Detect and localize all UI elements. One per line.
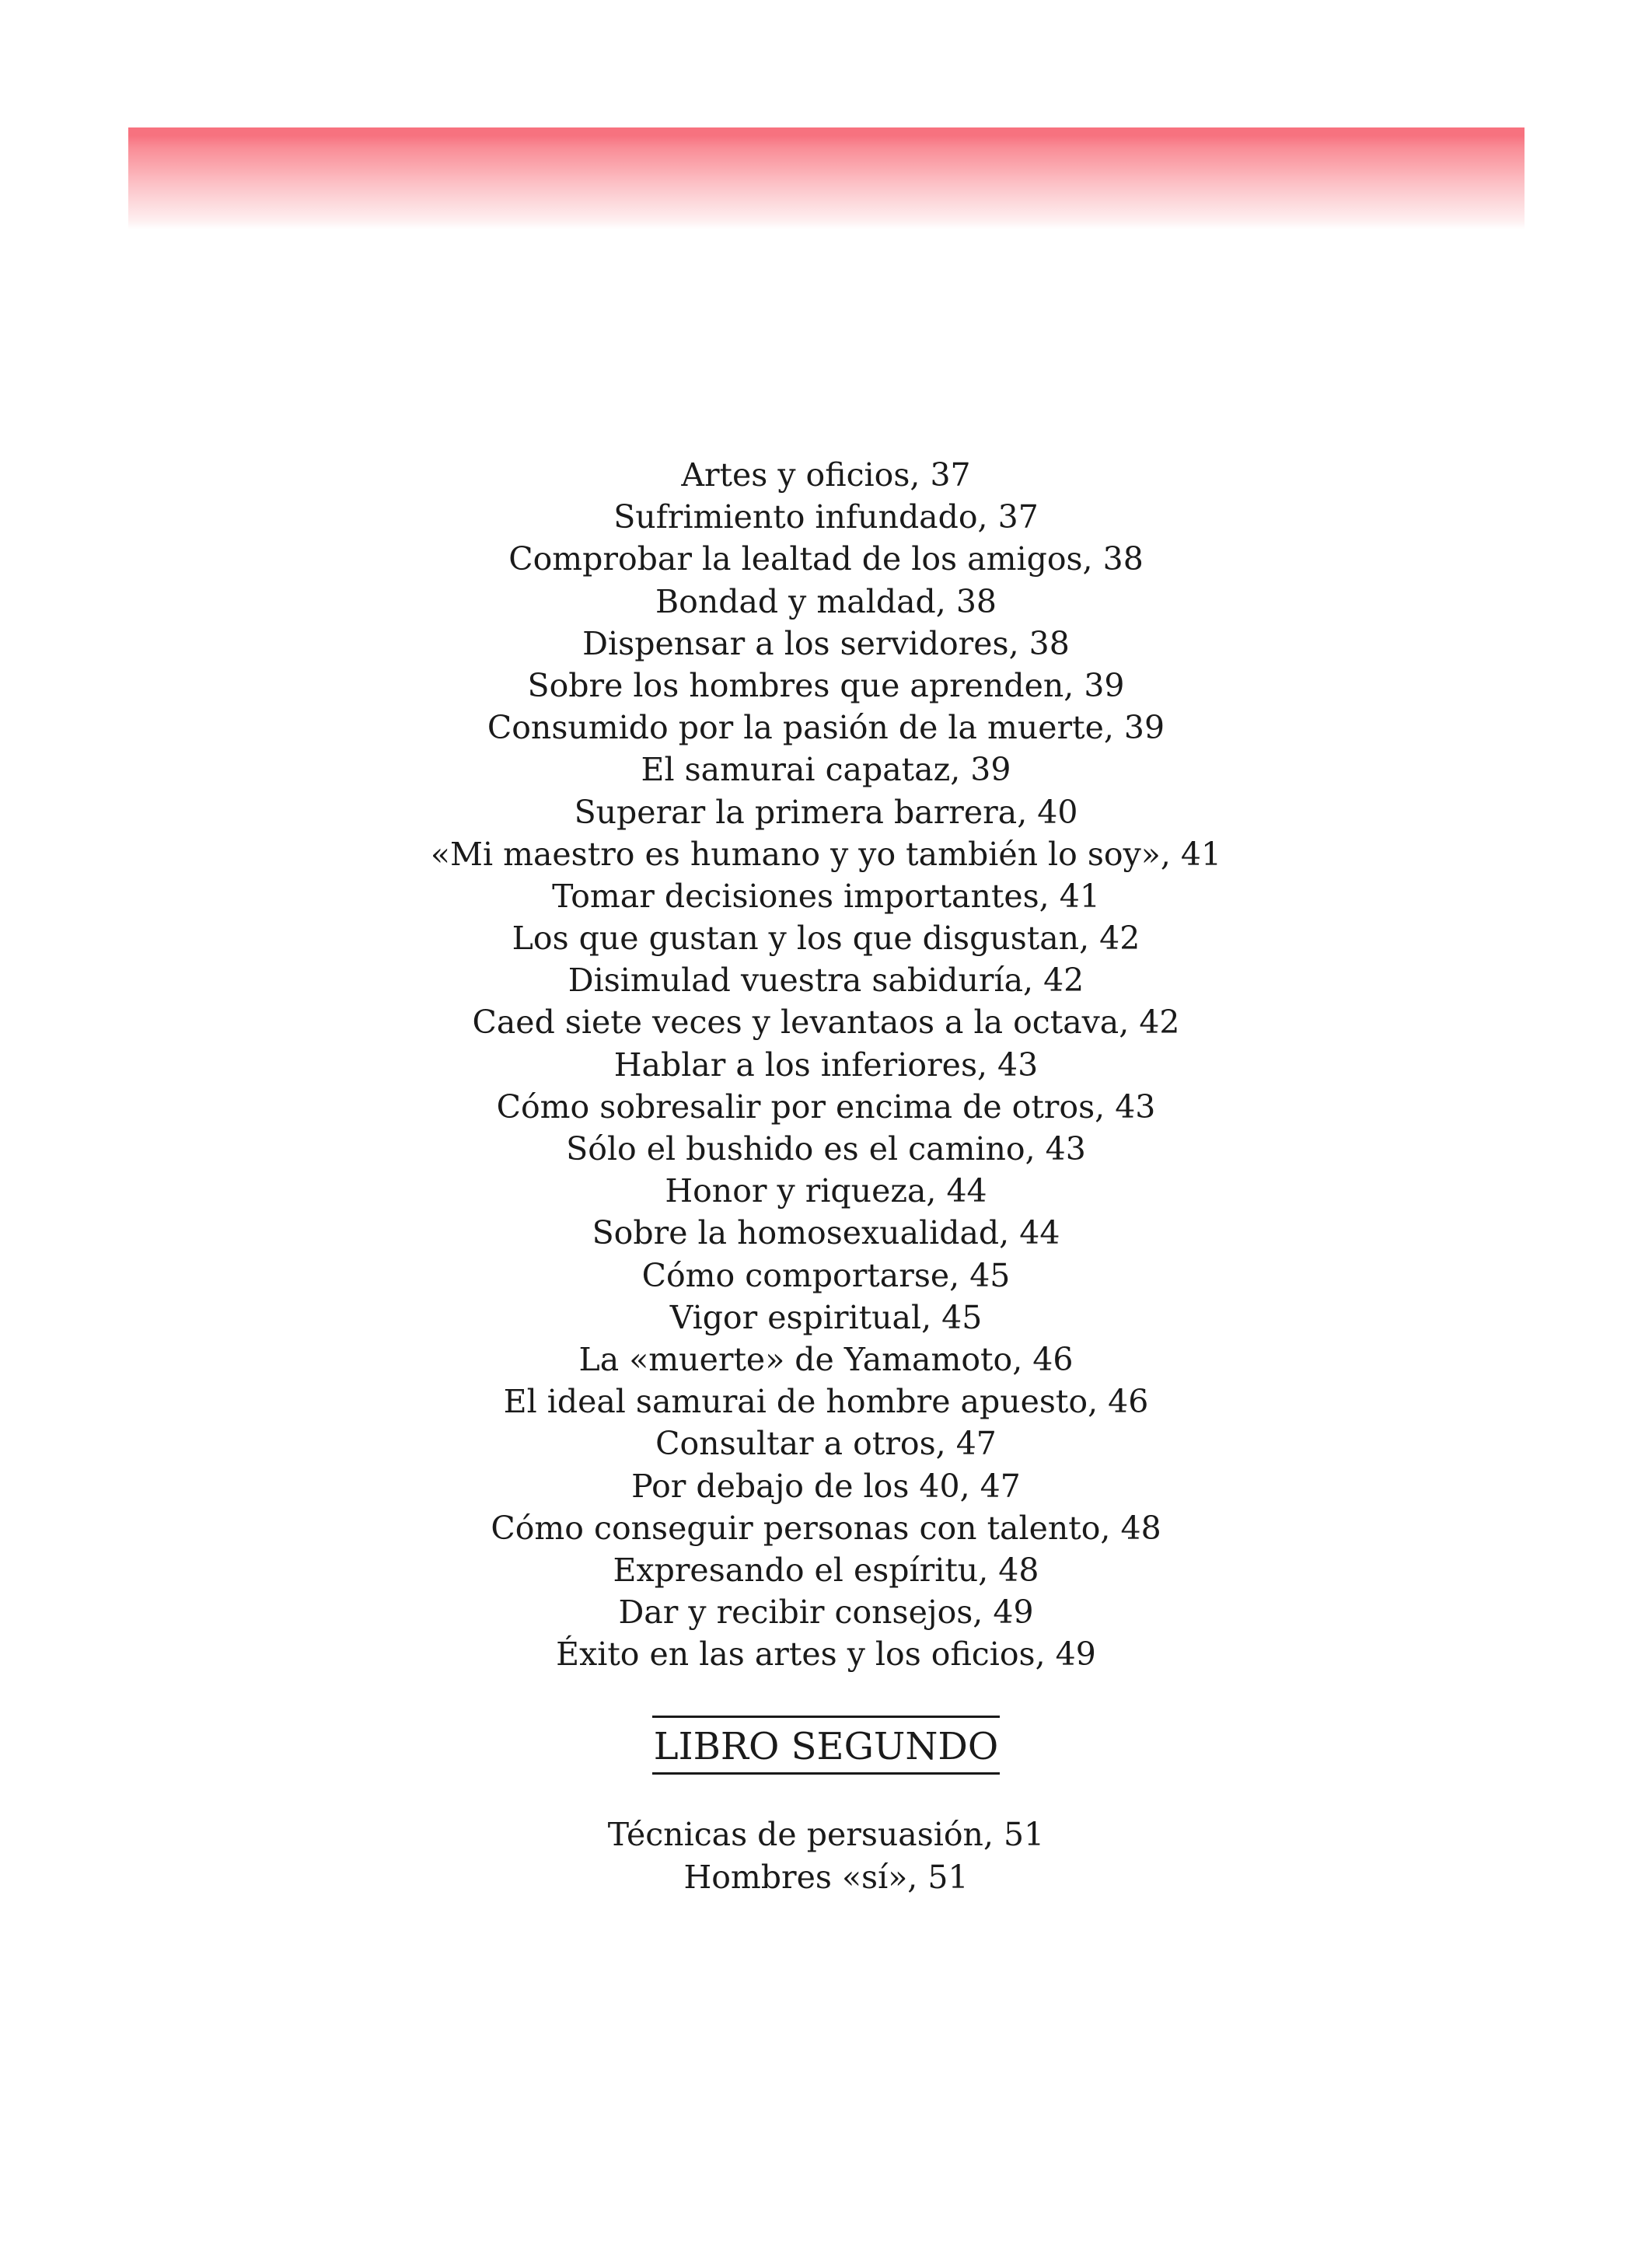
toc-entry: Comprobar la lealtad de los amigos, 38 — [508, 540, 1144, 578]
table-of-contents — [0, 454, 1652, 1898]
toc-entry: Sólo el bushido es el camino, 43 — [566, 1130, 1086, 1168]
section-heading-wrap — [0, 1675, 1652, 1775]
header-gradient-band — [128, 127, 1525, 229]
toc-entry: Tomar decisiones importantes, 41 — [552, 877, 1100, 915]
toc-entry: Consultar a otros, 47 — [655, 1425, 997, 1463]
toc-entry: Disimulad vuestra sabiduría, 42 — [568, 962, 1084, 1000]
toc-entry: El ideal samurai de hombre apuesto, 46 — [503, 1383, 1149, 1421]
toc-list — [0, 454, 1652, 1675]
section-heading: LIBRO SEGUNDO — [652, 1716, 1000, 1775]
toc-entry: Cómo conseguir personas con talento, 48 — [491, 1509, 1161, 1547]
toc-entry: Sobre los hombres que aprenden, 39 — [527, 666, 1125, 704]
toc-entry: Éxito en las artes y los oficios, 49 — [556, 1635, 1096, 1674]
toc-entry: Dispensar a los servidores, 38 — [582, 624, 1070, 662]
toc-entry: «Mi maestro es humano y yo también lo soy», 41 — [430, 835, 1222, 873]
toc-entry: Caed siete veces y levantaos a la octava, 42 — [472, 1004, 1180, 1042]
toc-entry: Sobre la homosexualidad, 44 — [592, 1214, 1060, 1252]
toc-entry: Los que gustan y los que disgustan, 42 — [512, 920, 1140, 958]
toc-entry: Consumido por la pasión de la muerte, 39 — [487, 709, 1165, 747]
toc-entry: Bondad y maldad, 38 — [655, 582, 997, 620]
toc-entry: Técnicas de persuasión, 51 — [607, 1816, 1045, 1854]
toc-entry: Artes y oficios, 37 — [681, 456, 971, 494]
toc-entry: Hombres «sí», 51 — [683, 1858, 969, 1896]
toc-entry: Superar la primera barrera, 40 — [574, 793, 1078, 831]
toc-entry: Por debajo de los 40, 47 — [631, 1467, 1021, 1505]
toc-entry: Honor y riqueza, 44 — [665, 1172, 987, 1210]
section-toc-list — [0, 1813, 1652, 1897]
toc-entry: Cómo comportarse, 45 — [641, 1256, 1011, 1294]
toc-entry: Vigor espiritual, 45 — [669, 1298, 983, 1336]
toc-entry: Sufrimiento infundado, 37 — [613, 498, 1039, 536]
toc-entry: La «muerte» de Yamamoto, 46 — [578, 1340, 1074, 1378]
toc-entry: Cómo sobresalir por encima de otros, 43 — [496, 1087, 1156, 1126]
toc-entry: Expresando el espíritu, 48 — [613, 1551, 1039, 1589]
toc-entry: El samurai capataz, 39 — [641, 751, 1011, 789]
toc-entry: Dar y recibir consejos, 49 — [618, 1593, 1034, 1632]
toc-entry: Hablar a los inferiores, 43 — [613, 1045, 1039, 1084]
